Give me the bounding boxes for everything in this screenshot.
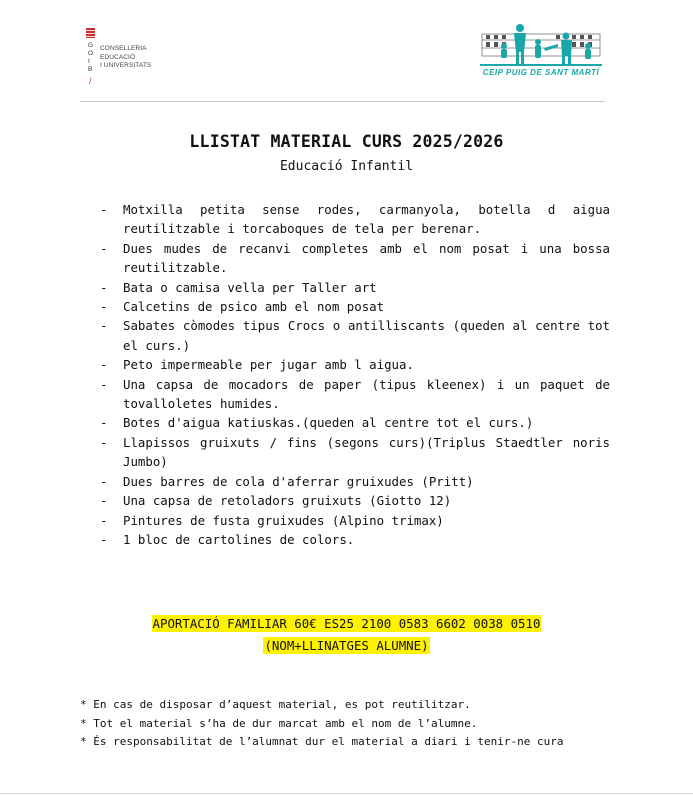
bullet-dash: -	[100, 531, 108, 547]
list-item	[100, 200, 610, 239]
slash-mark-icon: /	[89, 76, 92, 86]
list-item-text: Sabates còmodes tipus Crocs o antilliscants (queden al centre tot el curs.)	[123, 318, 610, 353]
page-edge	[0, 793, 693, 794]
govern-letter: G	[88, 42, 94, 49]
note-item: * Tot el material s’ha de dur marcat amb el nom de l’alumne.	[80, 716, 478, 730]
bullet-dash: -	[100, 512, 108, 528]
list-item	[100, 355, 610, 374]
bullet-dash: -	[100, 493, 108, 509]
bullet-dash: -	[100, 318, 108, 334]
list-item-text: Botes d'aigua katiuskas.(queden al centre tot el curs.)	[123, 415, 534, 431]
contribution-highlight: APORTACIÓ FAMILIAR 60€ ES25 2100 0583 6602 0038 0510	[152, 616, 541, 631]
bullet-dash: -	[100, 202, 108, 217]
list-item	[100, 491, 610, 510]
school-illustration-icon	[478, 22, 604, 68]
list-item	[100, 239, 610, 278]
list-item-text: Una capsa de mocadors de paper (tipus kleenex) i un paquet de tovalloletes humides.	[123, 376, 610, 412]
list-item-text: Motxilla petita sense rodes, carmanyola, botella d aigua reutilitzable i torcaboques de tela per berenar.	[123, 202, 610, 237]
bullet-dash: -	[100, 299, 108, 315]
material-list	[100, 200, 610, 549]
list-item-text: Dues mudes de recanvi completes amb el nom posat i una bossa reutilitzable.	[123, 240, 610, 276]
bullet-dash: -	[100, 415, 108, 431]
list-item	[100, 297, 610, 316]
list-item	[100, 375, 610, 414]
bullet-dash: -	[100, 473, 108, 489]
list-item-text: Bata o camisa vella per Taller art	[123, 279, 377, 295]
list-item-text: Calcetins de psico amb el nom posat	[123, 299, 385, 315]
list-item	[100, 472, 610, 491]
header-divider	[80, 101, 605, 102]
school-logo	[478, 22, 604, 84]
govern-line: CONSELLERIA	[100, 45, 147, 52]
list-item-text: Una capsa de retoladors gruixuts (Giotto 12)	[123, 493, 452, 509]
contribution-highlight: (NOM+LLINATGES ALUMNE)	[264, 638, 429, 653]
list-item-text: Llapissos gruixuts / fins (segons curs)(Triplus Staedtler noris Jumbo)	[123, 434, 610, 470]
govern-letters	[88, 42, 96, 74]
page-subtitle: Educació Infantil	[279, 159, 414, 174]
contribution-line	[0, 636, 693, 656]
govern-line: EDUCACIÓ	[100, 53, 136, 61]
notes-list	[80, 696, 640, 752]
govern-letter: I	[88, 58, 90, 65]
flag-icon	[86, 28, 95, 38]
list-item-text: Peto impermeable per jugar amb l aigua.	[123, 357, 414, 373]
list-item	[100, 413, 610, 432]
bullet-dash: -	[100, 434, 108, 450]
govern-logo	[86, 28, 156, 86]
govern-letter: O	[88, 50, 94, 57]
govern-text	[100, 45, 151, 71]
list-item-text: Pintures de fusta gruixudes (Alpino trimax)	[123, 512, 444, 528]
bullet-dash: -	[100, 376, 108, 392]
page-title: LLISTAT MATERIAL CURS 2025/2026	[189, 132, 504, 151]
list-item-text: 1 bloc de cartolines de colors.	[123, 531, 355, 547]
bullet-dash: -	[100, 279, 108, 295]
list-item-text: Dues barres de cola d'aferrar gruixudes (Pritt)	[123, 473, 474, 489]
bullet-dash: -	[100, 240, 108, 256]
school-name: CEIP PUIG DE SANT MARTÍ	[482, 68, 600, 77]
list-item	[100, 511, 610, 530]
note-item: * És responsabilitat de l’alumnat dur el material a diari i tenir-ne cura	[80, 735, 564, 748]
list-item	[100, 316, 610, 355]
list-item	[100, 278, 610, 297]
list-item	[100, 433, 610, 472]
note-item: * En cas de disposar d’aquest material, es pot reutilitzar.	[80, 698, 471, 711]
bullet-dash: -	[100, 357, 108, 373]
list-item	[100, 530, 610, 549]
govern-line: I UNIVERSITATS	[100, 62, 152, 69]
contribution-line	[0, 614, 693, 634]
govern-letter: B	[88, 66, 93, 73]
